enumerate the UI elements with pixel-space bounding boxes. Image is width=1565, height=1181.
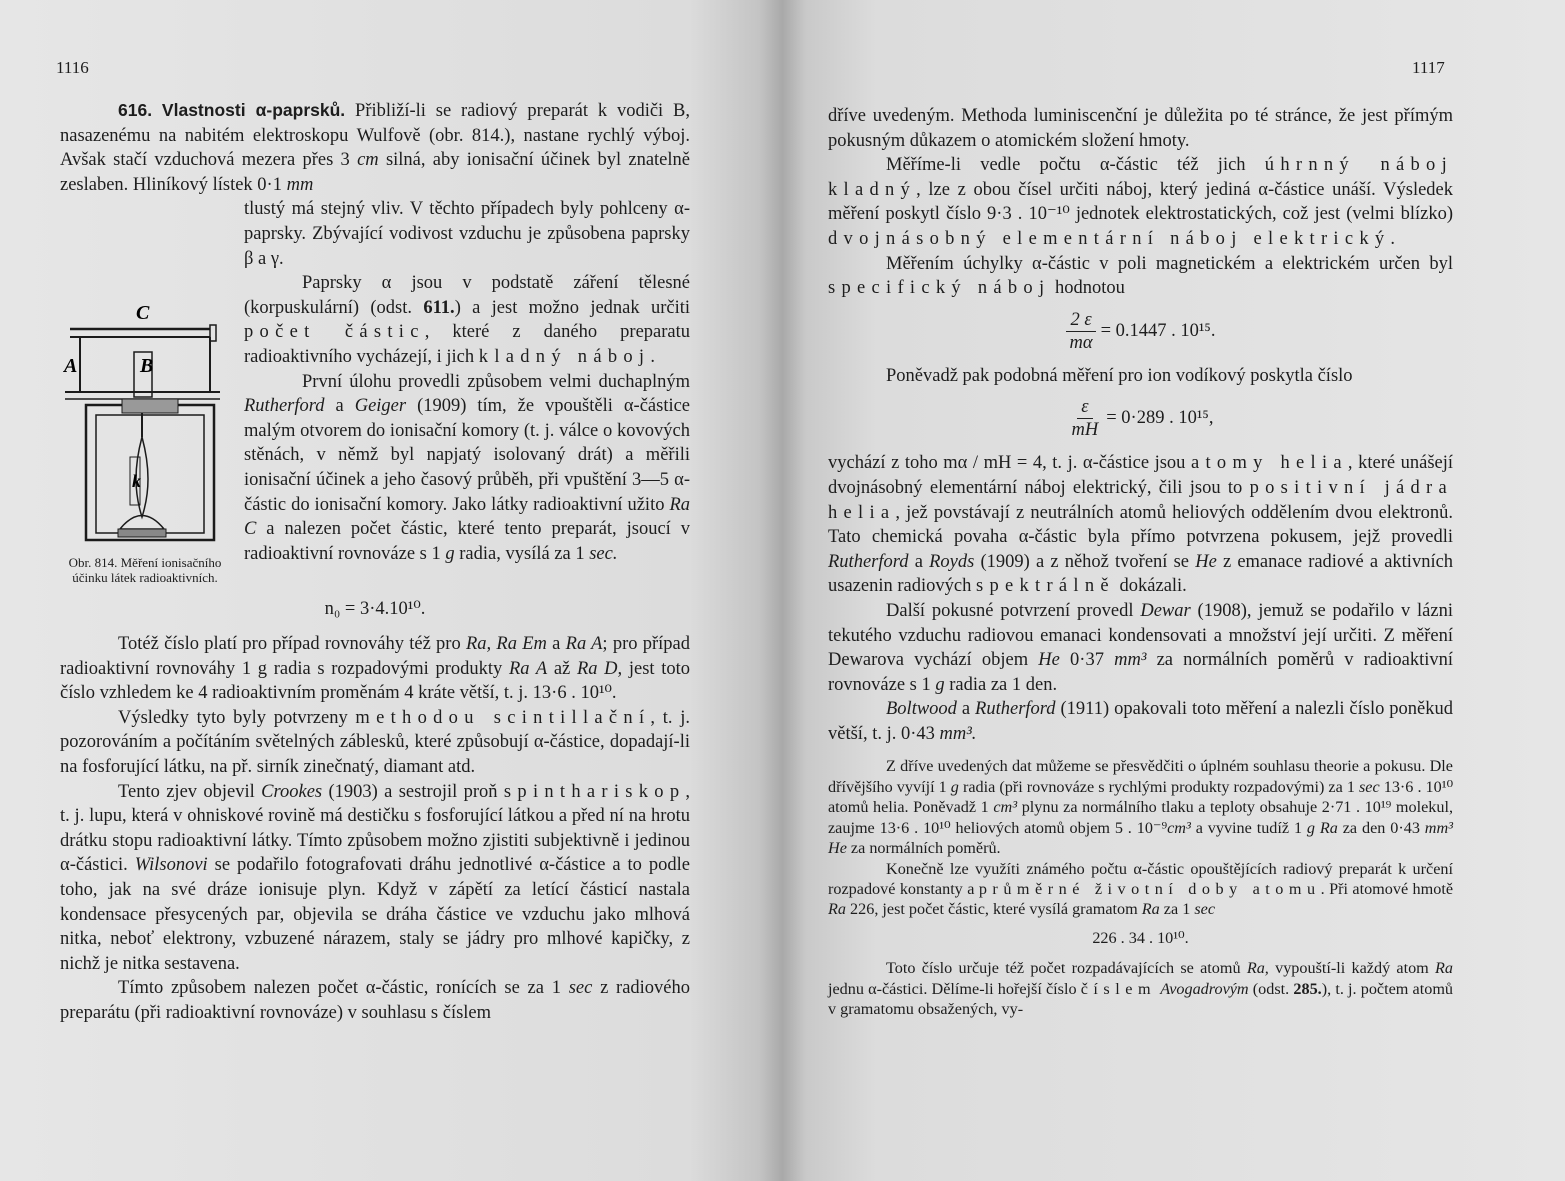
paragraph: Další pokusné potvrzení provedl Dewar (1908), jemuž se podařilo v lázni tekutého vzduchu radiovou emanaci kondensovati a množství její určiti. Z měření Dewarova vychází objem He 0·37 mm³ za normálních poměrů v radioaktivní rovnováze s 1 g radia za 1 den. [828,600,1454,695]
paragraph: Z dříve uvedených dat můžeme se přesvědčiti o úplném souhlasu theorie a pokusu. Dle dřívějšího vyvíjí 1 g radia (při rovnováze s rychlými produkty rozpadovými) za 1 sec 13·6 . 10¹⁰ atomů helia. Poněvadž 1 cm³ plynu za normálního tlaku a teploty obsahuje 2·71 . 10¹⁹ molekul, zaujme 13·6 . 10¹⁰ heliových atomů objem 5 . 10⁻⁹cm³ a vyvine tudíž 1 g Ra za den 0·43 mm³ He za normálních poměrů. [828,757,1454,858]
paragraph: tlustý má stejný vliv. V těchto případech byly pohlceny α-paprsky. Zbývající vodivost vzduchu je způsobena paprsky β a γ. [244,199,690,269]
equation: 226 . 34 . 10¹⁰. [1092,928,1189,947]
section-title: Vlastnosti α-paprsků. [161,100,346,120]
paragraph: Toto číslo určuje též počet rozpadávajících se atomů Ra, vypouští-li každý atom Ra jednu α-částici. Dělíme-li hořejší číslo číslem Avogadrovým (odst. 285.), t. j. počtem atomů v gramatomu obsažených, vy- [828,959,1454,1018]
paragraph: 616. Vlastnosti α-paprsků. Přibliží-li se radiový preparát k vodiči B, nasazenému na nabitém elektroskopu Wulfově (obr. 814.), nastane rychlý výboj. Avšak stačí vzduchová mezera přes 3 cm silná, aby ionisační účinek byl znatelně zeslaben. Hliníkový lístek 0·1 mm [60,100,691,195]
paragraph: Tímto způsobem nalezen počet α-částic, ronících se za 1 sec z radiového preparátu (při radioaktivní rovnováze) v souhlasu s číslem [60,978,691,1023]
page-number: 1116 [56,58,89,77]
figure-label-c: C [136,302,150,325]
paragraph: Boltwood a Rutherford (1911) opakovali toto měření a nalezli číslo poněkud větší, t. j. 0·43 mm³. [828,699,1454,744]
figure-814 [60,297,230,585]
right-page [790,0,1565,1181]
page-number: 1117 [1412,58,1445,77]
paragraph: Tento zjev objevil Crookes (1903) a sestrojil proň spinthariskop, t. j. lupu, která v ohniskové rovině má destičku s fosforující látkou a před ní na hrotu drátku stopu radioaktivní látky. Tímto způsobem možno zjistiti subjektivně i jedinou α-částici. Wilsonovi se podařilo fotografovati dráhu jednotlivé α-částice a to podle toho, jak na své dráze ionisuje plyn. Když v zápětí za letící částicí nastala kondensace přesycených par, objevila se dráha částice ve vzduchu jako mlhová nitka, neboť elektrony, vzbuzené nárazem, staly se jádry pro mlhové kapičky, z nichž je nitka sestavena. [60,781,691,974]
paragraph: Měříme-li vedle počtu α-částic též jich úhrnný náboj kladný, lze z obou čísel určiti náboj, který jediná α-částice unáší. Výsledek měření poskytl číslo 9·3 . 10⁻¹⁰ jednotek elektrostatických, což jest (velmi blízko) dvojnásobný elementární náboj elektrický. [828,155,1454,249]
paragraph: dříve uvedeným. Methoda luminiscenční je důležita po té stránce, že jest přímým pokusným důkazem o atomickém složení hmoty. [828,106,1453,151]
equation: $\frac{\varepsilon}{mH}$ = 0·289 . 10¹⁵, [828,396,1453,441]
figure-label-k: k [132,471,141,492]
paragraph: Výsledky tyto byly potvrzeny methodou scintillační, t. j. pozorováním a počítáním světelných záblesků, které způsobují α-částice, dopadají-li na fosforující látku, na př. sirník zinečnatý, diamant atd. [60,707,690,777]
paragraph: Paprsky α jsou v podstatě záření tělesné (korpuskulární) (odst. 611.) a jest možno jednak určiti počet částic, které z daného preparatu radioaktivního vycházejí, i jich kladný náboj. [244,273,691,367]
figure-caption: Obr. 814. Měření ionisačního účinku látek radioaktivních. [68,555,222,586]
equation: $\frac{2 \varepsilon}{m\alpha}$ = 0.1447 . 10¹⁵. [828,309,1453,354]
equation: n₀ = 3·4.10¹⁰. [324,599,426,620]
left-page-body [60,98,690,1025]
right-page-body [828,104,1453,1019]
section-number: 616. [118,100,153,120]
figure-label-b: B [140,355,154,378]
paragraph: Poněvadž pak podobná měření pro ion vodíkový poskytla číslo [886,365,1353,386]
fraction: $\frac{2 \varepsilon}{m\alpha}$ [1065,309,1096,354]
paragraph: První úlohu provedli způsobem velmi duchaplným Rutherford a Geiger (1909) tím, že vpouštěli α-částice malým otvorem do ionisační komory (t. j. válce o kovových stěnách, v němž byl napjatý isolovaný drát) a měřili ionisační účinek a jeho časový průběh, při vpuštění 3—5 α-částic do ionisační komory. Jako látky radioaktivní užito Ra C a nalezen počet částic, které tento preparát, jsoucí v radioaktivní rovnováze s 1 g radia, vysílá za 1 sec. [244,371,691,564]
paragraph: Měřením úchylky α-částic v poli magnetickém a elektrickém určen byl specifický náboj hodnotou [828,253,1453,299]
paragraph: vychází z toho mα / mH = 4, t. j. α-částice jsou atomy helia, které unášejí dvojnásobný elementární náboj elektrický, čili jsou to positivní jádra helia, jež povstávají z neutrálních atomů heliových oddělením dvou elektronů. Tato chemická povaha α-částic byla přímo potvrzena pokusem, jejž provedli Rutherford a Royds (1909) a z něhož tvoření se He z emanace radiové a aktivních usazenin radiových spektrálně dokázali. [828,453,1454,597]
figure-label-a: A [64,355,78,378]
paragraph: Totéž číslo platí pro případ rovnováhy též pro Ra, Ra Em a Ra A; pro případ radioaktivní rovnováhy 1 g radia s rozpadovými produkty Ra A až Ra D, jest toto číslo vzhledem ke 4 radioaktivním proměnám 4 kráte větší, t. j. 13·6 . 10¹⁰. [60,633,691,704]
left-page [0,0,770,1181]
paragraph: Konečně lze využíti známého počtu α-částic opouštějících radiový preparát k určení rozpadové konstanty a průměrné životní doby atomu. Při atomové hmotě Ra 226, jest počet částic, které vysílá gramatom Ra za 1 sec [828,859,1454,919]
electroscope-diagram [60,297,230,547]
fraction: $\frac{\varepsilon}{mH}$ [1071,397,1099,441]
